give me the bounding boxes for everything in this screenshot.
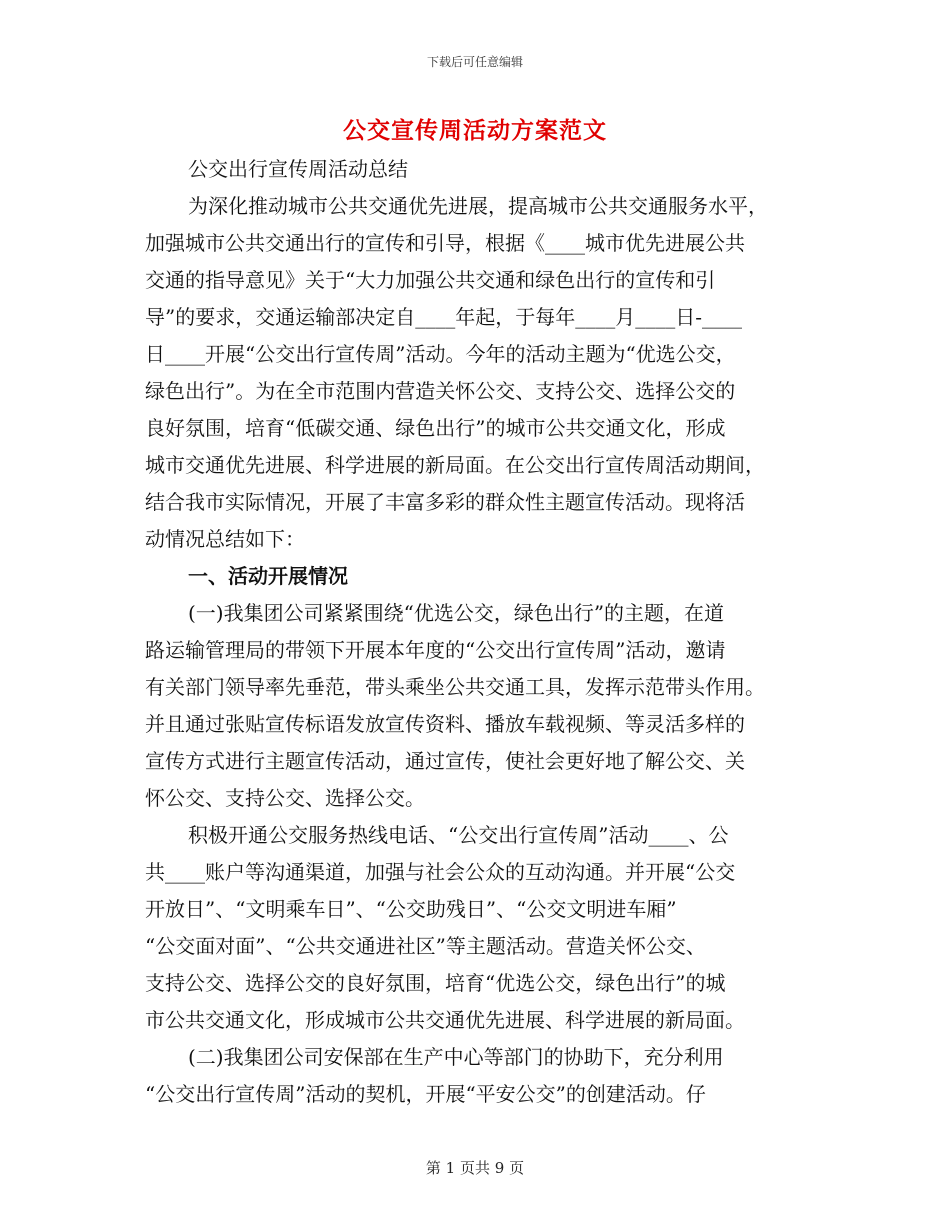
paragraph-line: (一)我集团公司紧紧围绕“优选公交，绿色出行”的主题，在道 bbox=[188, 601, 725, 625]
paragraph-line: “公交出行宣传周”活动的契机，开展“平安公交”的创建活动。仔 bbox=[145, 1082, 706, 1106]
paragraph-line: 绿色出行”。为在全市范围内营造关怀公交、支持公交、选择公交的 bbox=[145, 379, 736, 403]
paragraph-line: 市公共交通文化，形成城市公共交通优先进展、科学进展的新局面。 bbox=[145, 1008, 745, 1032]
document-body bbox=[145, 151, 805, 1113]
paragraph-line: “公交面对面”、“公共交通进社区”等主题活动。营造关怀公交、 bbox=[145, 934, 706, 958]
page-header-note: 下载后可任意编辑 bbox=[426, 55, 523, 69]
subtitle-line: 公交出行宣传周活动总结 bbox=[188, 157, 408, 181]
page-number: 第 1 页共 9 页 bbox=[425, 1159, 525, 1177]
paragraph-line: (二)我集团公司安保部在生产中心等部门的协助下，充分利用 bbox=[188, 1045, 724, 1069]
paragraph-line: 积极开通公交服务热线电话、“公交出行宣传周”活动____、公 bbox=[188, 823, 729, 847]
paragraph-line: 怀公交、支持公交、选择公交。 bbox=[145, 786, 425, 810]
paragraph-line: 为深化推动城市公共交通优先进展，提高城市公共交通服务水平， bbox=[188, 194, 768, 218]
paragraph-line: 交通的指导意见》关于“大力加强公共交通和绿色出行的宣传和引 bbox=[145, 268, 716, 292]
section-heading: 一、活动开展情况 bbox=[188, 564, 348, 588]
paragraph-line: 结合我市实际情况，开展了丰富多彩的群众性主题宣传活动。现将活 bbox=[145, 490, 745, 514]
paragraph-line: 共____账户等沟通渠道，加强与社会公众的互动沟通。并开展“公交 bbox=[145, 860, 736, 884]
paragraph-line: 城市交通优先进展、科学进展的新局面。在公交出行宣传周活动期间， bbox=[145, 453, 765, 477]
paragraph-line: 日____开展“公交出行宣传周”活动。今年的活动主题为“优选公交， bbox=[145, 342, 736, 366]
paragraph-line: 加强城市公共交通出行的宣传和引导，根据《____城市优先进展公共 bbox=[145, 231, 745, 255]
paragraph-line: 路运输管理局的带领下开展本年度的“公交出行宣传周”活动，邀请 bbox=[145, 638, 726, 662]
paragraph-line: 并且通过张贴宣传标语发放宣传资料、播放车载视频、等灵活多样的 bbox=[145, 712, 745, 736]
paragraph-line: 导”的要求，交通运输部决定自____年起，于每年____月____日-____ bbox=[145, 305, 742, 329]
paragraph-line: 良好氛围，培育“低碳交通、绿色出行”的城市公共交通文化，形成 bbox=[145, 416, 726, 440]
paragraph-line: 支持公交、选择公交的良好氛围，培育“优选公交，绿色出行”的城 bbox=[145, 971, 726, 995]
paragraph-line: 开放日”、“文明乘车日”、“公交助残日”、“公交文明进车厢” bbox=[145, 897, 677, 921]
paragraph-line: 有关部门领导率先垂范，带头乘坐公共交通工具，发挥示范带头作用。 bbox=[145, 675, 765, 699]
paragraph-line: 宣传方式进行主题宣传活动，通过宣传，使社会更好地了解公交、关 bbox=[145, 749, 745, 773]
paragraph-line: 动情况总结如下： bbox=[145, 527, 305, 551]
document-title: 公交宣传周活动方案范文 bbox=[343, 117, 607, 144]
